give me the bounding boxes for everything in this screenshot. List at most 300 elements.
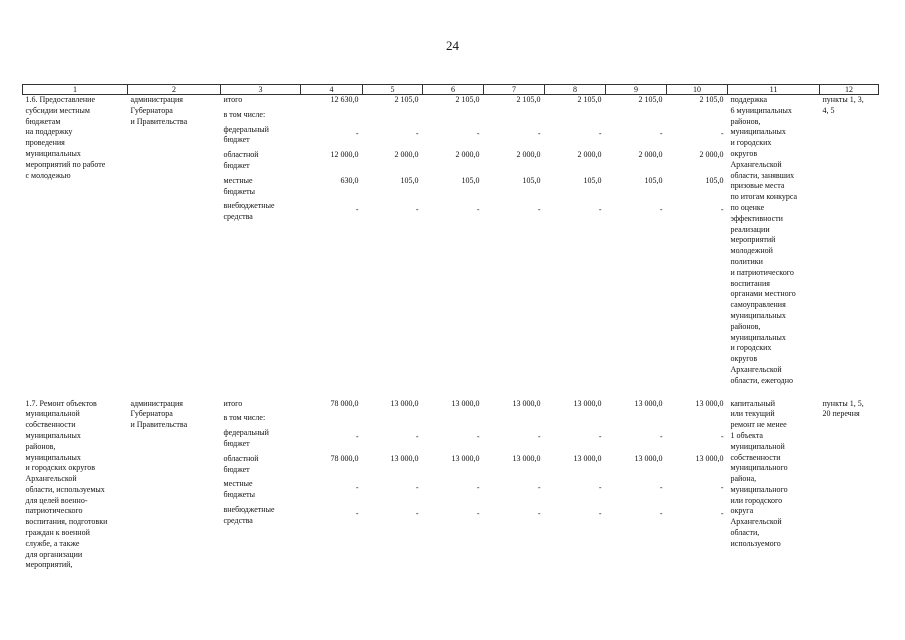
activity-text-line: муниципальных — [25, 148, 81, 158]
funding-source-label — [224, 125, 298, 151]
column-header-4: 4 — [301, 85, 363, 95]
column-header-12: 12 — [820, 85, 879, 95]
page-number: 24 — [446, 38, 459, 53]
amount-text: - — [355, 483, 359, 493]
amount-text: - — [598, 205, 602, 215]
expected-result-text-line: округов — [730, 148, 758, 158]
amount-value — [487, 454, 541, 480]
amount-text: 105,0 — [400, 175, 419, 185]
amount-text: 105,0 — [522, 175, 541, 185]
amount-text: 13 000,0 — [573, 398, 602, 408]
expected-result-text-line: Архангельской — [730, 364, 782, 374]
header-row — [23, 85, 879, 95]
amount-value — [548, 95, 602, 110]
amount-text: 2 000,0 — [638, 150, 663, 160]
amount-text: - — [659, 128, 663, 138]
amount-value — [487, 125, 541, 151]
amount-value — [609, 505, 663, 531]
amount-cell-col-10 — [667, 399, 728, 572]
amount-text: 2 105,0 — [699, 95, 724, 104]
amount-value — [366, 454, 419, 480]
expected-result-text-line: призовые места — [730, 181, 785, 191]
amount-value — [487, 150, 541, 176]
row-spacer — [23, 387, 879, 399]
amount-value — [670, 95, 724, 110]
funding-source-label — [224, 150, 298, 176]
funding-source-label-line: в том числе: — [223, 109, 266, 119]
amount-text: 105,0 — [461, 175, 480, 185]
reference-text — [823, 95, 876, 117]
amount-value — [304, 479, 359, 505]
amount-value — [366, 399, 419, 414]
amount-value — [426, 479, 480, 505]
amount-value — [609, 125, 663, 151]
amount-text: 78 000,0 — [330, 453, 359, 463]
funding-source-label-line: местные — [223, 175, 253, 185]
activity-text-line: проведения — [25, 138, 65, 148]
amount-text: - — [355, 128, 359, 138]
activity-text-line: субсидии местным — [25, 105, 90, 115]
amount-value — [487, 110, 541, 125]
activity-text-line: патриотического — [25, 506, 83, 516]
funding-source-label — [224, 505, 298, 531]
amount-cell-col-7 — [484, 95, 545, 387]
activity-text-line: мероприятий по работе — [25, 159, 106, 169]
amount-value — [304, 413, 359, 428]
amount-value — [609, 428, 663, 454]
funding-source-label-line: средства — [223, 515, 253, 525]
amount-value — [548, 150, 602, 176]
amount-text: - — [537, 205, 541, 215]
expected-result-text-line: органами местного — [730, 289, 796, 299]
expected-result-text-line: района, — [730, 474, 757, 484]
expected-result-text-line: используемого — [730, 538, 781, 548]
amount-value — [670, 454, 724, 480]
amount-text: - — [355, 205, 359, 215]
amount-value — [548, 125, 602, 151]
funding-source-label — [224, 428, 298, 454]
column-header-8: 8 — [545, 85, 606, 95]
amount-text: - — [537, 483, 541, 493]
amount-text: 12 000,0 — [330, 150, 359, 160]
amount-value — [548, 110, 602, 125]
activity-text — [26, 399, 125, 572]
expected-result-text-line: районов, — [730, 116, 761, 126]
expected-result-text-line: политики — [730, 256, 763, 266]
funding-source-label — [224, 110, 298, 125]
column-header-11: 11 — [728, 85, 820, 95]
activity-text-line: для организации — [25, 549, 83, 559]
amount-text: 2 105,0 — [577, 95, 602, 104]
amount-value — [304, 176, 359, 202]
amount-value — [670, 479, 724, 505]
funding-source-label-line: бюджет — [223, 135, 250, 145]
amount-text: - — [476, 205, 480, 215]
activity-text-line: районов, — [25, 441, 56, 451]
funding-source-label-line: областной — [223, 453, 259, 463]
executor-text-line: администрация — [130, 95, 183, 104]
activity-text-line: службе, а также — [25, 538, 80, 548]
activity-text-line: 1.6. Предоставление — [25, 95, 96, 104]
amount-cell-col-5 — [363, 399, 423, 572]
amount-text: - — [476, 483, 480, 493]
amount-text: 13 000,0 — [512, 453, 541, 463]
executor-text-line: и Правительства — [130, 420, 188, 430]
activity-text-line: воспитания, подготовки — [25, 517, 108, 527]
amount-text: - — [476, 432, 480, 442]
amount-value — [426, 399, 480, 414]
expected-result-text-line: или городского — [730, 495, 783, 505]
amount-text: 13 000,0 — [695, 453, 724, 463]
amount-text: - — [659, 432, 663, 442]
amount-value — [366, 110, 419, 125]
amount-value — [670, 201, 724, 227]
amount-value — [487, 201, 541, 227]
funding-source-label — [224, 413, 298, 428]
funding-source-label-line: внебюджетные — [223, 504, 275, 514]
funding-source-label-line: в том числе: — [223, 413, 266, 423]
amount-text: - — [415, 432, 419, 442]
expected-result-text-line: округов — [730, 354, 758, 364]
amount-cell-col-6 — [423, 95, 484, 387]
activity-text-line: муниципальной — [25, 409, 80, 419]
funding-source-label-line: бюджет — [223, 464, 250, 474]
amount-value — [487, 399, 541, 414]
amount-value — [426, 201, 480, 227]
amount-text: 2 105,0 — [638, 95, 663, 104]
amount-text: - — [415, 508, 419, 518]
amount-value — [670, 176, 724, 202]
amount-text: - — [415, 128, 419, 138]
amount-text: 630,0 — [340, 175, 359, 185]
amount-value — [304, 95, 359, 110]
funding-source-label — [224, 454, 298, 480]
funding-source-label-line: внебюджетные — [223, 201, 275, 211]
amount-value — [487, 505, 541, 531]
amount-text: 12 630,0 — [330, 95, 359, 104]
expected-result-text-line: области, занявших — [730, 170, 795, 180]
activity-text-line: мероприятий, — [25, 560, 73, 570]
amount-text: 2 000,0 — [699, 150, 724, 160]
amount-text: 2 105,0 — [455, 95, 480, 104]
amount-text: 13 000,0 — [512, 398, 541, 408]
amount-text: 78 000,0 — [330, 398, 359, 408]
amount-value — [670, 110, 724, 125]
amount-text: 105,0 — [644, 175, 663, 185]
amount-value — [670, 150, 724, 176]
expected-result-text-line: Архангельской — [730, 517, 782, 527]
expected-result-text-line: по оценке — [730, 202, 765, 212]
expected-result-text-line: или текущий — [730, 409, 775, 419]
expected-result-text-line: и городских — [730, 138, 772, 148]
amount-text: - — [598, 128, 602, 138]
amount-value — [304, 110, 359, 125]
funding-source-label-line: федеральный — [223, 124, 269, 134]
column-header-9: 9 — [606, 85, 667, 95]
funding-source-label-line: местные — [223, 479, 253, 489]
amount-value — [366, 125, 419, 151]
funding-source-label-line: итого — [223, 398, 243, 408]
funding-source-label — [224, 95, 298, 110]
funding-source-cell — [221, 95, 301, 387]
activity-text-line: с молодежью — [25, 170, 71, 180]
amount-text: - — [476, 128, 480, 138]
amount-text: 13 000,0 — [390, 398, 419, 408]
amount-value — [487, 413, 541, 428]
expected-result-text-line: мероприятий — [730, 235, 776, 245]
amount-value — [304, 428, 359, 454]
amount-text: - — [720, 205, 724, 215]
amount-text: - — [720, 432, 724, 442]
column-header-3: 3 — [221, 85, 301, 95]
activity-text-line: для целей военно- — [25, 495, 88, 505]
amount-text: - — [415, 483, 419, 493]
amount-text: - — [659, 483, 663, 493]
amount-text: - — [720, 128, 724, 138]
expected-result-text-line: районов, — [730, 321, 761, 331]
funding-source-label-line: итого — [223, 95, 243, 104]
amount-value — [548, 454, 602, 480]
table-row — [23, 95, 879, 387]
activity-text-line: и городских округов — [25, 463, 96, 473]
funding-source-cell — [221, 399, 301, 572]
amount-text: 13 000,0 — [634, 398, 663, 408]
column-header-1: 1 — [23, 85, 128, 95]
amount-value — [609, 201, 663, 227]
amount-cell-col-9 — [606, 95, 667, 387]
reference-cell — [820, 399, 879, 572]
amount-value — [366, 95, 419, 110]
funding-source-label-line: федеральный — [223, 428, 269, 438]
amount-value — [609, 150, 663, 176]
amount-value — [304, 150, 359, 176]
reference-text-line: 20 перечня — [822, 409, 860, 419]
funding-source-label — [224, 479, 298, 505]
amount-value — [426, 176, 480, 202]
funding-source-label-line: бюджет — [223, 160, 250, 170]
executor-text — [131, 399, 218, 431]
amount-text: - — [537, 128, 541, 138]
amount-value — [548, 479, 602, 505]
amount-text: - — [598, 432, 602, 442]
amount-value — [304, 454, 359, 480]
amount-text: - — [476, 508, 480, 518]
expected-result-text-line: ремонт не менее — [730, 420, 787, 430]
expected-result-text-line: поддержка — [730, 95, 768, 104]
activity-text-line: граждан к военной — [25, 528, 90, 538]
amount-cell-col-7 — [484, 399, 545, 572]
column-header-10: 10 — [667, 85, 728, 95]
expected-result-text-line: муниципального — [730, 463, 788, 473]
reference-text-line: пункты 1, 3, — [822, 95, 864, 104]
funding-source-label-line: областной — [223, 150, 259, 160]
amount-value — [609, 399, 663, 414]
activity-text-line: муниципальных — [25, 430, 81, 440]
column-header-2: 2 — [128, 85, 221, 95]
amount-value — [548, 413, 602, 428]
amount-value — [426, 428, 480, 454]
executor-text-line: администрация — [130, 398, 183, 408]
executor-text-line: Губернатора — [130, 105, 173, 115]
amount-text: 2 000,0 — [516, 150, 541, 160]
expected-result-text-line: муниципальных — [730, 332, 786, 342]
activity-text-line: 1.7. Ремонт объектов — [25, 398, 97, 408]
amount-value — [670, 505, 724, 531]
amount-value — [426, 150, 480, 176]
amount-value — [487, 95, 541, 110]
column-header-5: 5 — [363, 85, 423, 95]
expected-result-text-line: по итогам конкурса — [730, 192, 798, 202]
funding-source-label — [224, 399, 298, 414]
amount-value — [426, 95, 480, 110]
amount-value — [548, 505, 602, 531]
expected-result-text-line: капитальный — [730, 398, 776, 408]
funding-source-label — [224, 176, 298, 202]
amount-text: 13 000,0 — [573, 453, 602, 463]
amount-text: - — [598, 508, 602, 518]
expected-result-text-line: и городских — [730, 343, 772, 353]
amount-value — [366, 428, 419, 454]
amount-text: 13 000,0 — [451, 398, 480, 408]
amount-value — [366, 150, 419, 176]
expected-result-text-line: 1 объекта — [730, 430, 763, 440]
amount-text: - — [537, 508, 541, 518]
activity-text-line: бюджетам — [25, 116, 61, 126]
expected-result-text — [731, 399, 817, 550]
amount-value — [670, 413, 724, 428]
amount-value — [426, 413, 480, 428]
activity-text-line: области, используемых — [25, 484, 105, 494]
amount-text: 13 000,0 — [695, 398, 724, 408]
amount-text: - — [355, 508, 359, 518]
amount-value — [670, 428, 724, 454]
amount-value — [366, 479, 419, 505]
expected-result-text-line: муниципальной — [730, 441, 785, 451]
amount-value — [609, 176, 663, 202]
column-header-7: 7 — [484, 85, 545, 95]
amount-value — [548, 176, 602, 202]
amount-text: 2 105,0 — [516, 95, 541, 104]
amount-text: - — [659, 508, 663, 518]
expected-result-cell — [728, 95, 820, 387]
amount-text: - — [720, 483, 724, 493]
amount-cell-col-10 — [667, 95, 728, 387]
activity-text-line: Архангельской — [25, 474, 77, 484]
amount-value — [670, 125, 724, 151]
reference-text-line: пункты 1, 5, — [822, 398, 864, 408]
expected-result-text-line: воспитания — [730, 278, 770, 288]
amount-value — [548, 201, 602, 227]
amount-value — [426, 110, 480, 125]
amount-cell-col-4 — [301, 95, 363, 387]
row-spacer-cell — [23, 387, 879, 399]
reference-cell — [820, 95, 879, 387]
amount-cell-col-4 — [301, 399, 363, 572]
reference-text-line: 4, 5 — [822, 105, 835, 115]
activity-text — [26, 95, 125, 181]
amount-text: - — [415, 205, 419, 215]
amount-text: 2 000,0 — [577, 150, 602, 160]
amount-text: - — [537, 432, 541, 442]
expected-result-text-line: области, — [730, 528, 760, 538]
amount-value — [304, 125, 359, 151]
funding-source-label-line: бюджеты — [223, 490, 256, 500]
expected-result-text-line: реализации — [730, 224, 770, 234]
amount-text: 13 000,0 — [451, 453, 480, 463]
amount-value — [304, 201, 359, 227]
executor-cell — [128, 95, 221, 387]
expected-result-text-line: молодежной — [730, 246, 773, 256]
amount-value — [366, 413, 419, 428]
amount-cell-col-9 — [606, 399, 667, 572]
amount-text: 13 000,0 — [634, 453, 663, 463]
activity-cell — [23, 95, 128, 387]
expected-result-cell — [728, 399, 820, 572]
amount-value — [487, 176, 541, 202]
amount-cell-col-8 — [545, 399, 606, 572]
amount-value — [426, 125, 480, 151]
executor-text-line: и Правительства — [130, 116, 188, 126]
expected-result-text-line: 6 муниципальных — [730, 105, 792, 115]
amount-value — [609, 413, 663, 428]
funding-source-label — [224, 201, 298, 227]
amount-text: 2 105,0 — [394, 95, 419, 104]
amount-text: - — [355, 432, 359, 442]
amount-text: 2 000,0 — [455, 150, 480, 160]
amount-text: - — [598, 483, 602, 493]
amount-value — [304, 399, 359, 414]
expected-result-text-line: округа — [730, 506, 754, 516]
amount-value — [609, 110, 663, 125]
amount-value — [609, 479, 663, 505]
expected-result-text-line: муниципального — [730, 484, 788, 494]
column-header-6: 6 — [423, 85, 484, 95]
activity-text-line: на поддержку — [25, 127, 73, 137]
amount-value — [548, 428, 602, 454]
amount-value — [304, 505, 359, 531]
executor-text — [131, 95, 218, 127]
expected-result-text-line: собственности — [730, 452, 781, 462]
funding-source-label-line: бюджет — [223, 438, 250, 448]
funding-source-label-line: средства — [223, 212, 253, 222]
amount-text: - — [720, 508, 724, 518]
activity-cell — [23, 399, 128, 572]
amount-value — [487, 428, 541, 454]
amount-value — [548, 399, 602, 414]
amount-cell-col-8 — [545, 95, 606, 387]
table-body — [23, 95, 879, 572]
amount-value — [426, 454, 480, 480]
expected-result-text-line: и патриотического — [730, 267, 794, 277]
amount-value — [426, 505, 480, 531]
amount-value — [366, 176, 419, 202]
amount-text: 105,0 — [705, 175, 724, 185]
amount-text: 13 000,0 — [390, 453, 419, 463]
expected-result-text-line: Архангельской — [730, 159, 782, 169]
activity-text-line: муниципальных — [25, 452, 81, 462]
amount-cell-col-5 — [363, 95, 423, 387]
expected-result-text-line: самоуправления — [730, 300, 786, 310]
program-table — [22, 84, 879, 571]
executor-cell — [128, 399, 221, 572]
amount-value — [366, 201, 419, 227]
amount-value — [670, 399, 724, 414]
reference-text — [823, 399, 876, 421]
amount-value — [609, 454, 663, 480]
amount-cell-col-6 — [423, 399, 484, 572]
amount-text: 105,0 — [583, 175, 602, 185]
amount-text: - — [659, 205, 663, 215]
